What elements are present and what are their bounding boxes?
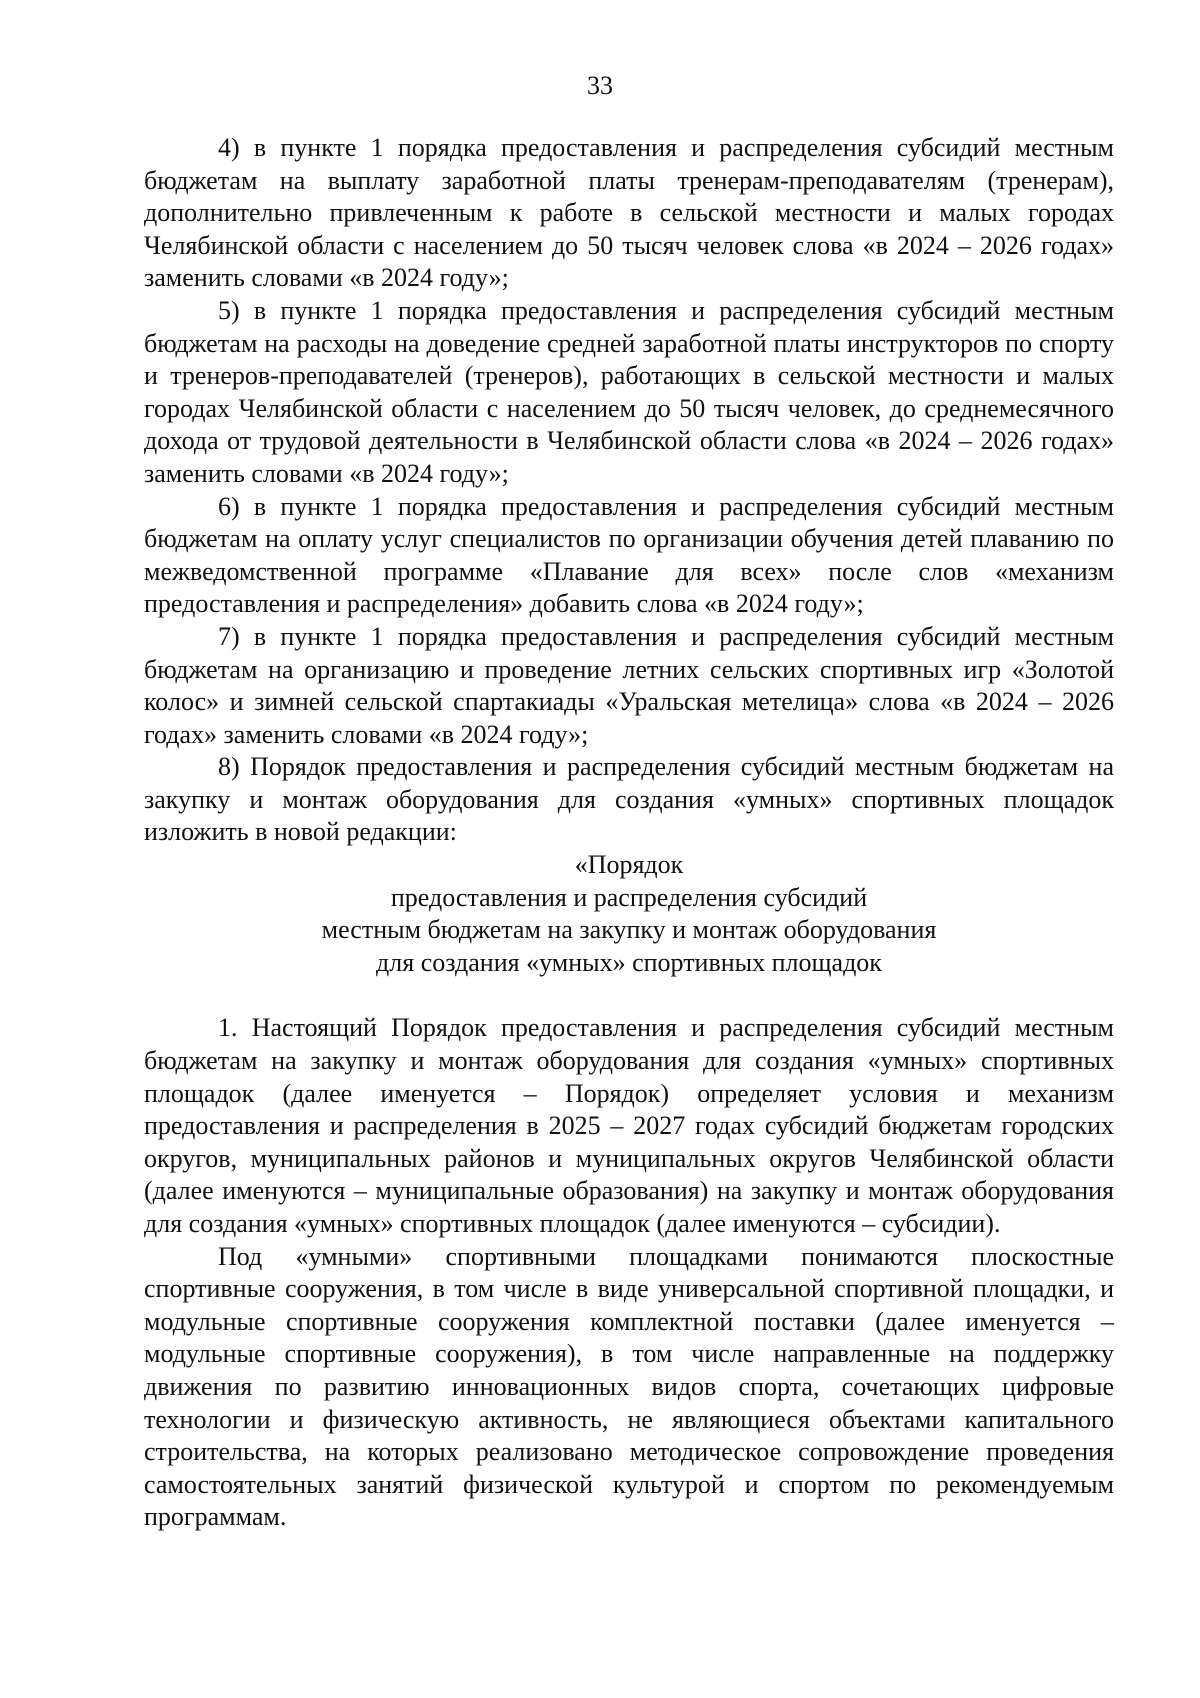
paragraph-item-8: 8) Порядок предоставления и распределения субсидий местным бюджетам на закупку и монтаж оборудования для создания «умных» спортивных площадок изложить в новой редакции: <box>144 752 1114 847</box>
paragraph-item-7: 7) в пункте 1 порядка предоставления и распределения субсидий местным бюджетам на организацию и проведение летних сельских спортивных игр «Золотой колос» и зимней сельской спартакиады «Уральская метелица» слова «в 2024 – 2026 годах» заменить словами «в 2024 году»; <box>144 621 1114 749</box>
procedure-title-line-2: предоставления и распределения субсидий <box>390 882 868 912</box>
procedure-title-line-1: «Порядок <box>574 850 684 880</box>
paragraph-item-5: 5) в пункте 1 порядка предоставления и распределения субсидий местным бюджетам на расходы на доведение средней заработной платы инструкторов по спорту и тренеров-преподавателей (тренеров), работающих в сельской местности и малых городах Челябинской области с населением до 50 тысяч человек, до среднемесячного дохода от трудовой деятельности в Челябинской области слова «в 2024 – 2026 годах» заменить словами «в 2024 году»; <box>144 295 1114 488</box>
paragraph-item-4: 4) в пункте 1 порядка предоставления и распределения субсидий местным бюджетам на выплату заработной платы тренерам-преподавателям (тренерам), дополнительно привлеченным к работе в сельской местности и малых городах Челябинской области с населением до 50 тысяч человек слова «в 2024 – 2026 годах» заменить словами «в 2024 году»; <box>144 133 1114 293</box>
procedure-title-line-3: местным бюджетам на закупку и монтаж оборудования <box>321 915 937 945</box>
procedure-title <box>144 849 1114 979</box>
procedure-clause-1: 1. Настоящий Порядок предоставления и распределения субсидий местным бюджетам на закупку и монтаж оборудования для создания «умных» спортивных площадок (далее именуется – Порядок) определяет условия и механизм предоставления и распределения в 2025 – 2027 годах субсидий бюджетам городских округов, муниципальных районов и муниципальных округов Челябинской области (далее именуются – муниципальные образования) на закупку и монтаж оборудования для создания «умных» спортивных площадок (далее именуются – субсидии). <box>144 1013 1114 1238</box>
paragraph-item-6: 6) в пункте 1 порядка предоставления и распределения субсидий местным бюджетам на оплату услуг специалистов по организации обучения детей плаванию по межведомственной программе «Плавание для всех» после слов «механизм предоставления и распределения» добавить слова «в 2024 году»; <box>144 491 1114 619</box>
procedure-title-line-4: для создания «умных» спортивных площадок <box>376 947 882 977</box>
blank-line <box>144 979 1114 1012</box>
page-number: 33 <box>587 71 613 100</box>
procedure-definition-paragraph: Под «умными» спортивными площадками понимаются плоскостные спортивные сооружения, в том числе в виде универсальной спортивной площадки, и модульные спортивные сооружения комплектной поставки (далее именуется – модульные спортивные сооружения), в том числе направленные на поддержку движения по развитию инновационных видов спорта, сочетающих цифровые технологии и физическую активность, не являющиеся объектами капитального строительства, на которых реализовано методическое сопровождение проведения самостоятельных занятий физической культурой и спортом по рекомендуемым программам. <box>144 1241 1114 1532</box>
document-body <box>144 132 1114 1534</box>
